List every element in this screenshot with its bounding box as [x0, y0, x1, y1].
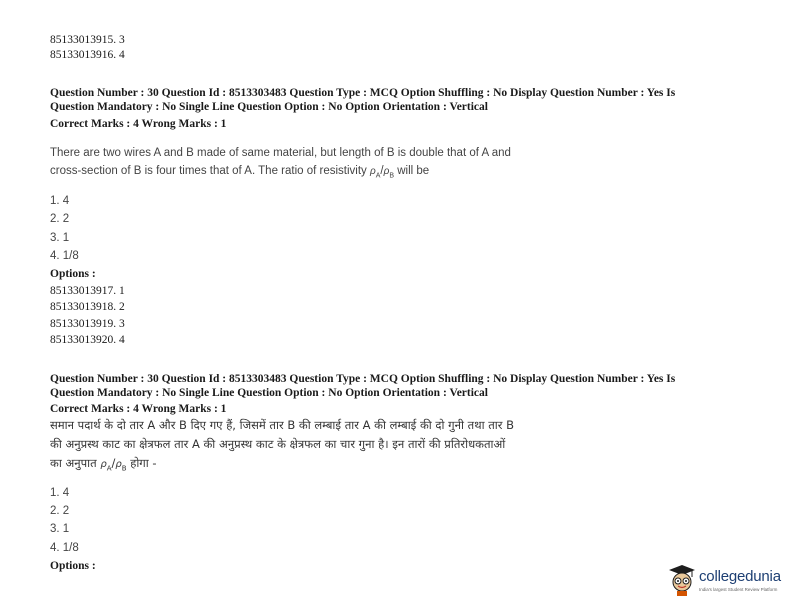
- marks-line: Correct Marks : 4 Wrong Marks : 1: [50, 403, 227, 415]
- brand-name: collegedunia: [699, 568, 781, 585]
- question-text: There are two wires A and B made of same material, but length of B is double that of A and: [50, 147, 511, 159]
- question-header-cont: Question Mandatory : No Single Line Question Option : No Option Orientation : Vertical: [50, 387, 488, 399]
- choice-item: 3. 1: [50, 232, 70, 244]
- question-header: Question Number : 30 Question Id : 8513303483 Question Type : MCQ Option Shuffling : No Display Question Number : Yes Is: [50, 87, 676, 99]
- choice-item: 4. 1/8: [50, 542, 79, 554]
- option-line: 85133013916. 4: [50, 49, 125, 61]
- choice-item: 4. 1/8: [50, 250, 79, 262]
- question-text-hindi-cont: की अनुप्रस्थ काट का क्षेत्रफल तार A की अनुप्रस्थ काट के क्षेत्रफल का चार गुना है। इन तारों की प्रतिरोधकताओं: [50, 437, 506, 451]
- question-text-cont: cross-section of B is four times that of A. The ratio of resistivity $\rho_A/\rho_B$ will be: [50, 165, 430, 180]
- choice-item: 2. 2: [50, 213, 70, 225]
- choice-item: 2. 2: [50, 505, 70, 517]
- mascot-icon: [668, 564, 696, 596]
- question-text-hindi: समान पदार्थ के दो तार A और B दिए गए हैं, जिसमें तार B की लम्बाई तार A की लम्बाई की दो गुनी तथा तार B: [50, 418, 514, 432]
- question-text-hindi-end: का अनुपात $\rho_A/\rho_B$ होगा -: [50, 456, 157, 473]
- choice-item: 1. 4: [50, 195, 70, 207]
- option-line: 85133013917. 1: [50, 285, 125, 297]
- option-line: 85133013919. 3: [50, 318, 125, 330]
- question-header: Question Number : 30 Question Id : 8513303483 Question Type : MCQ Option Shuffling : No Display Question Number : Yes Is: [50, 373, 676, 385]
- option-line: 85133013915. 3: [50, 34, 125, 46]
- collegedunia-logo: [668, 562, 788, 602]
- resistivity-ratio: $\rho_A/\rho_B$: [370, 165, 395, 180]
- brand-tagline: India's largest Student Review Platform: [699, 587, 778, 592]
- option-line: 85133013920. 4: [50, 334, 125, 346]
- option-line: 85133013918. 2: [50, 301, 125, 313]
- marks-line: Correct Marks : 4 Wrong Marks : 1: [50, 118, 227, 130]
- resistivity-ratio: $\rho_A/\rho_B$: [100, 456, 127, 473]
- question-header-cont: Question Mandatory : No Single Line Question Option : No Option Orientation : Vertical: [50, 101, 488, 113]
- choice-item: 3. 1: [50, 523, 70, 535]
- options-label: Options :: [50, 560, 96, 572]
- choice-item: 1. 4: [50, 487, 70, 499]
- options-label: Options :: [50, 268, 96, 280]
